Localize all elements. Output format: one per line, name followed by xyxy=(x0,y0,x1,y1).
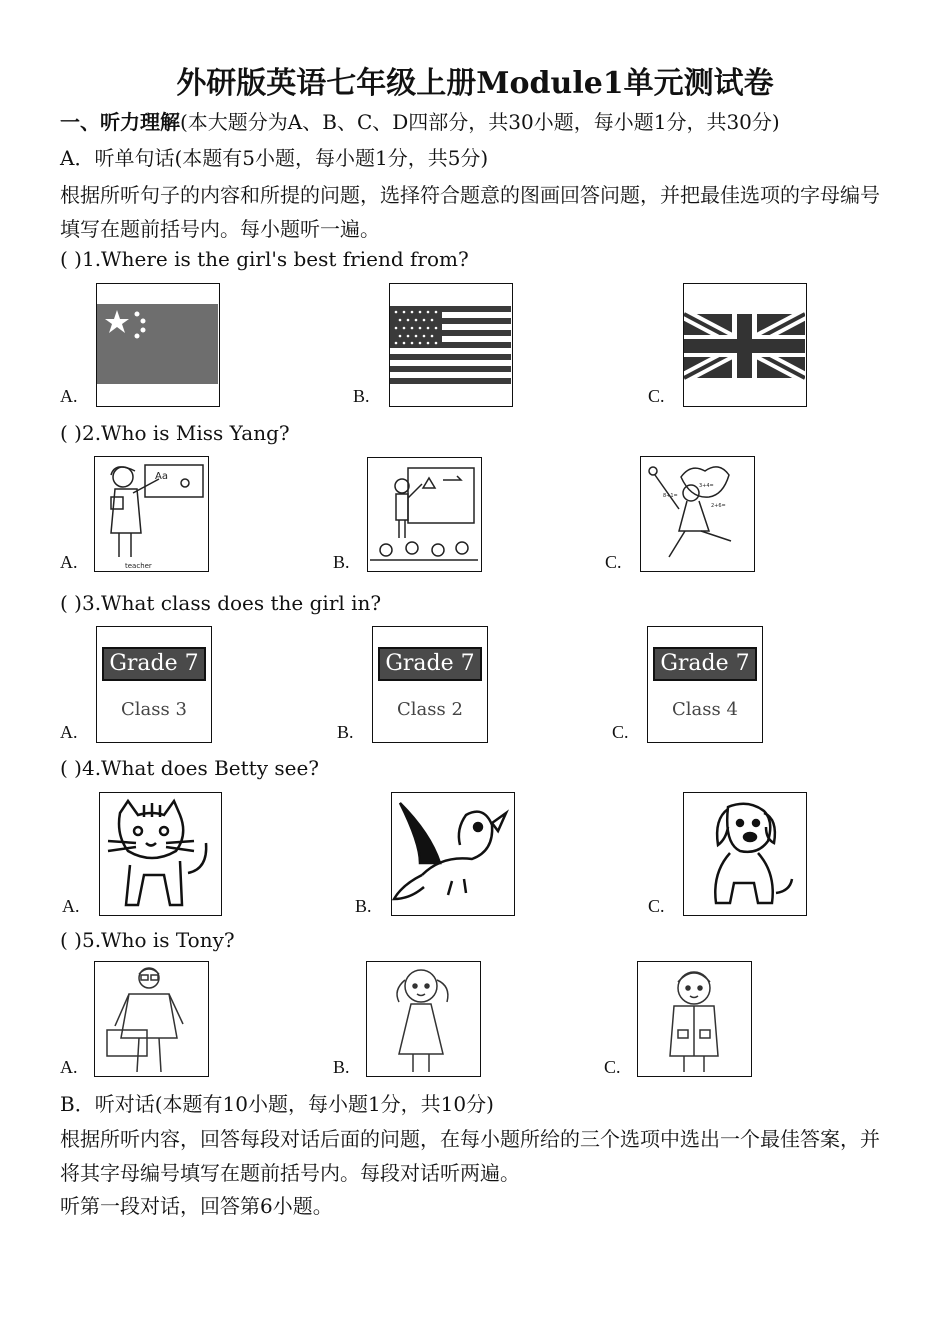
bird-image xyxy=(391,792,515,916)
grade-label: Grade 7 xyxy=(102,647,205,681)
part-b-subheading: 听第一段对话，回答第6小题。 xyxy=(60,1194,333,1218)
uk-flag-image xyxy=(683,283,807,407)
option-label-b: B. xyxy=(353,386,370,406)
part-a-instruction: 根据所听句子的内容和所提的问题，选择符合题意的图画回答问题，并把最佳选项的字母编号填写在题前括号内。每小题听一遍。 xyxy=(60,183,880,241)
board-text: Aa xyxy=(155,471,168,482)
section-heading xyxy=(60,108,780,136)
option-label-a: A. xyxy=(60,1057,78,1077)
option-label-a: A. xyxy=(62,896,80,916)
usa-flag-image xyxy=(389,283,513,407)
option-label-b: B. xyxy=(337,722,354,742)
girl-image xyxy=(366,961,481,1077)
option-label-a: A. xyxy=(60,552,78,572)
option-label-c: C. xyxy=(648,896,665,916)
page-title: 外研版英语七年级上册Module1单元测试卷 xyxy=(176,66,774,101)
question-2: ( )2.Who is Miss Yang? xyxy=(60,421,290,445)
option-label-c: C. xyxy=(605,552,622,572)
class-card-b xyxy=(372,626,488,743)
class-card-c xyxy=(647,626,763,743)
option-label-c: C. xyxy=(648,386,665,406)
option-label-b: B. xyxy=(333,1057,350,1077)
classroom-teacher-image xyxy=(367,457,482,572)
svg-text:3+4=: 3+4= xyxy=(699,483,714,489)
question-3: ( )3.What class does the girl in? xyxy=(60,591,382,615)
section-label: 一、听力理解 xyxy=(60,110,180,134)
cat-image xyxy=(99,792,222,916)
option-label-b: B. xyxy=(333,552,350,572)
fairy-image xyxy=(640,456,755,572)
option-label-a: A. xyxy=(60,386,78,406)
option-label-a: A. xyxy=(60,722,78,742)
part-b-heading: B．听对话(本题有10小题，每小题1分，共10分) xyxy=(60,1092,494,1116)
class-label: Class 4 xyxy=(672,699,738,720)
question-4: ( )4.What does Betty see? xyxy=(60,756,320,780)
class-label: Class 3 xyxy=(121,699,187,720)
teacher-caption: teacher xyxy=(125,562,152,570)
man-image xyxy=(94,961,209,1077)
part-b-instruction: 根据所听内容，回答每段对话后面的问题，在每小题所给的三个选项中选出一个最佳答案，并将其字母编号填写在题前括号内。每段对话听两遍。 xyxy=(60,1127,880,1185)
class-card-a xyxy=(96,626,212,743)
option-label-c: C. xyxy=(612,722,629,742)
china-flag-image xyxy=(96,283,220,407)
question-5: ( )5.Who is Tony? xyxy=(60,928,235,952)
class-label: Class 2 xyxy=(397,699,463,720)
part-a-heading: A．听单句话(本题有5小题，每小题1分，共5分) xyxy=(60,146,489,170)
section-note: (本大题分为A、B、C、D四部分，共30小题，每小题1分，共30分) xyxy=(180,110,780,134)
dog-image xyxy=(683,792,807,916)
question-1: ( )1.Where is the girl's best friend from? xyxy=(60,247,469,271)
svg-text:2+6=: 2+6= xyxy=(711,503,726,509)
option-label-b: B. xyxy=(355,896,372,916)
option-label-c: C. xyxy=(604,1057,621,1077)
grade-label: Grade 7 xyxy=(378,647,481,681)
teacher-image xyxy=(94,456,209,572)
boy-image xyxy=(637,961,752,1077)
svg-text:8+1=: 8+1= xyxy=(663,493,678,499)
grade-label: Grade 7 xyxy=(653,647,756,681)
